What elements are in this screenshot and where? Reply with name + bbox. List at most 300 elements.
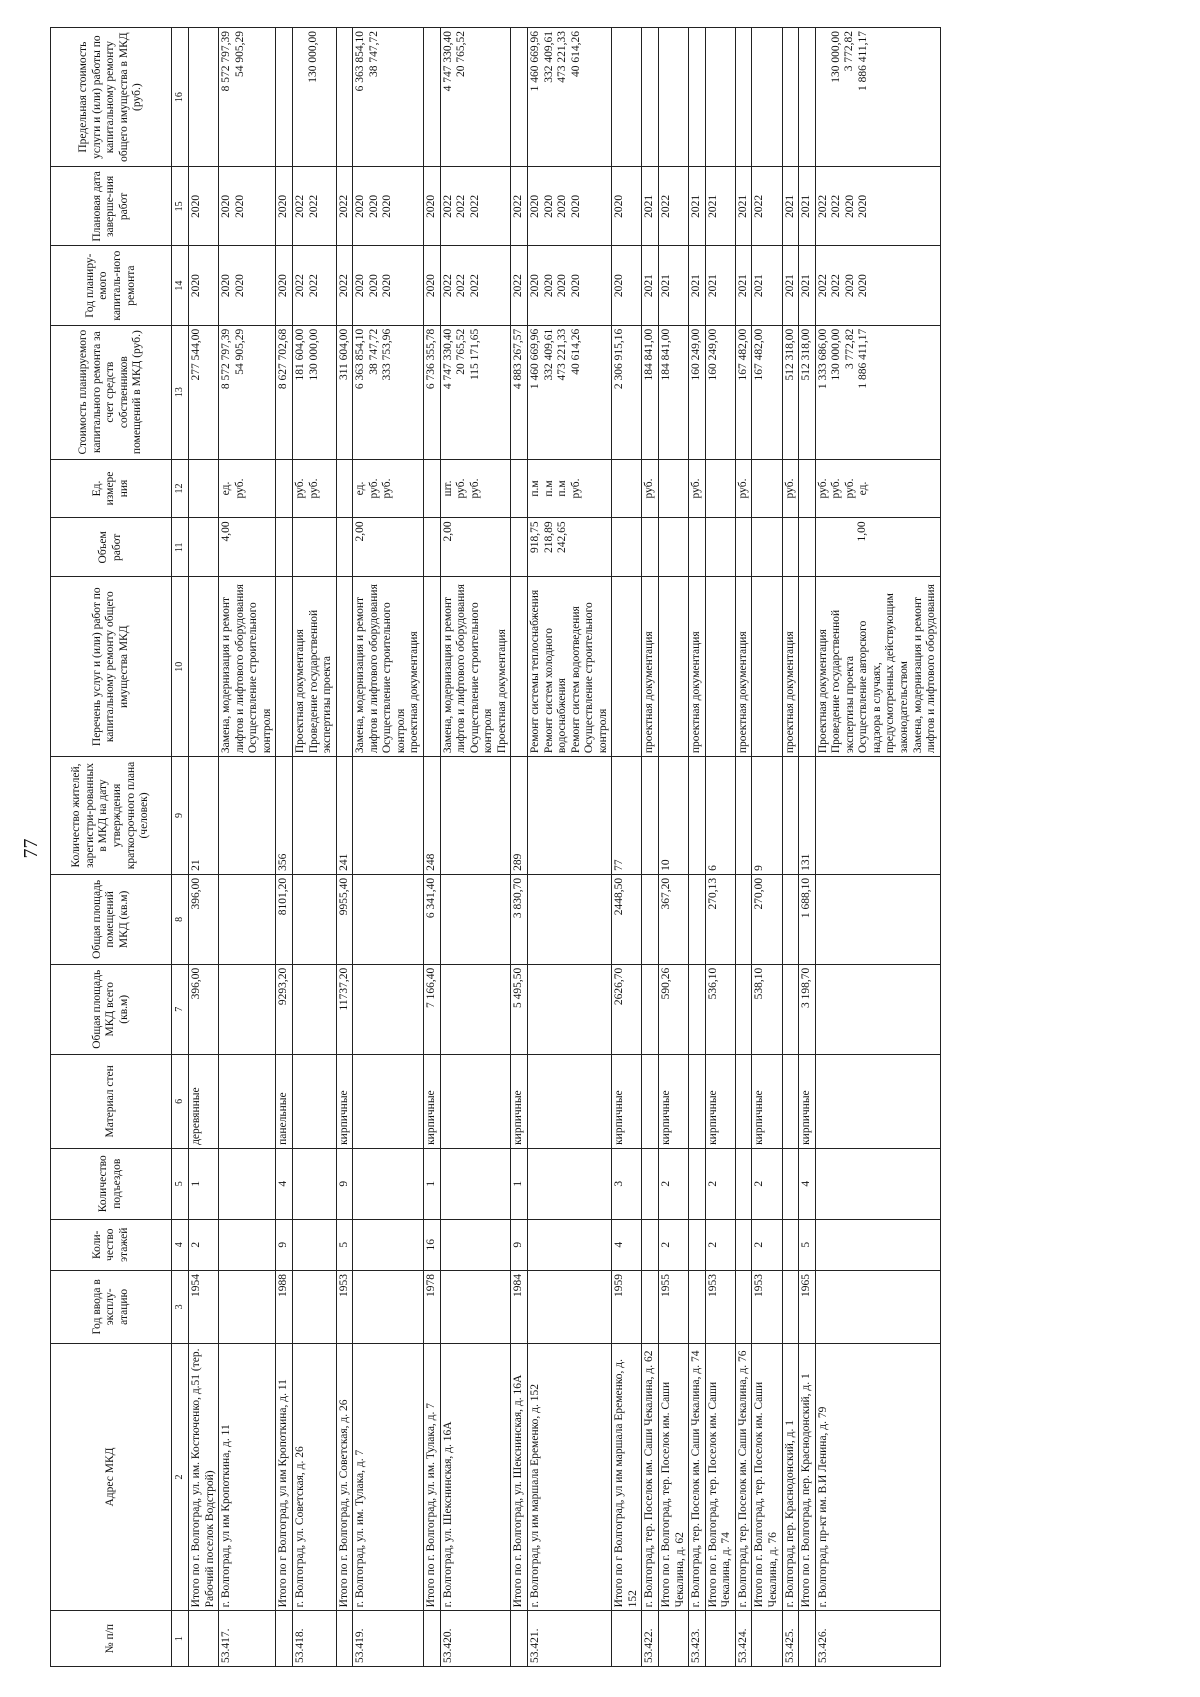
table-row xyxy=(353,28,424,1667)
repair-year-cell xyxy=(642,246,659,325)
work-list-line: Осуществление строительного контроля xyxy=(381,602,407,754)
repair-year-line: 2021 xyxy=(643,274,656,298)
floors-cell xyxy=(782,1219,799,1270)
wall-material-cell: кирпичные xyxy=(511,1054,528,1148)
repair-year-cell xyxy=(189,246,219,325)
repair-year-cell xyxy=(735,246,752,325)
floors-cell: 2 xyxy=(659,1219,689,1270)
planned-cost-line: 4 747 330,40 xyxy=(441,328,454,390)
residents-cell xyxy=(292,757,336,875)
planned-cost-cell xyxy=(782,325,799,459)
work-volume-line xyxy=(570,521,583,573)
max-cost-line xyxy=(294,31,307,163)
column-number: 15 xyxy=(172,167,189,246)
year-built-cell xyxy=(527,1270,611,1343)
work-list-line: Ремонт систем водоотведения xyxy=(569,606,582,754)
completion-date-line: 2022 xyxy=(441,194,454,218)
address-cell: Итого по г. Волгоград, ул. Советская, д. 26 xyxy=(336,1343,353,1611)
table-row xyxy=(642,28,659,1667)
address-cell: г. Волгоград, тер. Поселок им. Саши Чекалина, д. 76 xyxy=(735,1343,752,1611)
completion-date-line: 2022 xyxy=(512,194,525,218)
table-row xyxy=(189,28,219,1667)
address-cell: Итого по г. Волгоград, тер. Поселок им. Саши Чекалина, д. 62 xyxy=(659,1343,689,1611)
unit-cell xyxy=(642,459,659,518)
repair-year-line: 2021 xyxy=(660,274,672,298)
unit-cell xyxy=(735,459,752,518)
max-cost-cell xyxy=(815,28,940,167)
completion-date-line: 2020 xyxy=(220,194,233,218)
address-cell: г. Волгоград, пр-кт им. В.И Ленина, д. 79 xyxy=(815,1343,940,1611)
max-cost-cell xyxy=(659,28,689,167)
unit-cell xyxy=(336,459,353,518)
completion-date-line: 2020 xyxy=(277,194,290,218)
residents-cell xyxy=(219,757,276,875)
premises-area-cell: 9955,40 xyxy=(336,874,353,964)
year-built-cell: 1959 xyxy=(612,1270,642,1343)
residents-cell: 10 xyxy=(659,757,689,875)
residents-cell: 6 xyxy=(705,757,735,875)
unit-cell xyxy=(612,459,642,518)
premises-area-cell xyxy=(782,874,799,964)
page-number: 77 xyxy=(20,838,42,859)
residents-cell xyxy=(440,757,511,875)
max-cost-cell xyxy=(752,28,782,167)
unit-cell xyxy=(705,459,735,518)
entrances-cell xyxy=(815,1148,940,1219)
work-volume-line xyxy=(784,521,797,573)
planned-cost-cell xyxy=(612,325,642,459)
repair-year-line: 2020 xyxy=(367,274,380,298)
max-cost-cell xyxy=(336,28,353,167)
completion-date-cell xyxy=(659,167,689,246)
entrances-cell xyxy=(527,1148,611,1219)
max-cost-cell xyxy=(353,28,424,167)
completion-date-line: 2022 xyxy=(307,194,320,218)
entrances-cell xyxy=(353,1148,424,1219)
work-list-line: проектная документация xyxy=(690,631,703,754)
completion-date-line: 2021 xyxy=(736,194,749,218)
planned-cost-cell xyxy=(735,325,752,459)
work-list-line: проектная документация xyxy=(408,631,421,754)
completion-date-cell xyxy=(276,167,293,246)
repair-year-line: 2021 xyxy=(800,274,813,298)
residents-cell xyxy=(735,757,752,875)
wall-material-cell: кирпичные xyxy=(424,1054,441,1148)
work-volume-cell xyxy=(782,518,799,577)
max-cost-line: 54 905,29 xyxy=(233,31,246,77)
planned-cost-line: 6 736 355,78 xyxy=(425,328,437,390)
premises-area-cell xyxy=(527,874,611,964)
repair-year-line: 2020 xyxy=(277,274,290,298)
year-built-cell: 1955 xyxy=(659,1270,689,1343)
column-number-row xyxy=(172,28,189,1667)
table-row xyxy=(292,28,336,1667)
work-volume-line: 242,65 xyxy=(556,521,569,554)
wall-material-cell xyxy=(527,1054,611,1148)
completion-date-cell xyxy=(689,167,706,246)
max-cost-cell xyxy=(219,28,276,167)
address-cell: г. Волгоград, ул им маршала Еременко, д. 152 xyxy=(527,1343,611,1611)
work-list-cell xyxy=(689,577,706,757)
wall-material-cell xyxy=(689,1054,706,1148)
row-number-cell xyxy=(189,1611,219,1667)
work-list-line: Замена, модернизация и ремонт лифтов и лифтового оборудования xyxy=(911,584,938,754)
table-row xyxy=(440,28,511,1667)
header-cell: Адрес МКД xyxy=(51,1343,172,1611)
unit-cell xyxy=(752,459,782,518)
repair-year-line: 2020 xyxy=(843,274,856,298)
entrances-cell: 3 xyxy=(612,1148,642,1219)
year-built-cell: 1988 xyxy=(276,1270,293,1343)
wall-material-cell: кирпичные xyxy=(336,1054,353,1148)
repair-year-cell xyxy=(440,246,511,325)
header-cell: Год ввода в эксплу-атацию xyxy=(51,1270,172,1343)
unit-line: ед. xyxy=(857,481,870,496)
header-cell: Год планиру-емого капиталь-ного ремонта xyxy=(51,246,172,325)
planned-cost-cell xyxy=(815,325,940,459)
planned-cost-line: 1 460 669,96 xyxy=(528,328,541,390)
planned-cost-line: 1 886 411,17 xyxy=(857,328,870,389)
unit-line: ед. xyxy=(220,481,233,496)
repair-year-line: 2021 xyxy=(736,274,749,298)
residents-cell xyxy=(642,757,659,875)
unit-cell xyxy=(424,459,441,518)
premises-area-cell xyxy=(292,874,336,964)
unit-line: руб. xyxy=(455,478,468,499)
completion-date-cell xyxy=(799,167,816,246)
unit-cell xyxy=(815,459,940,518)
work-list-cell xyxy=(735,577,752,757)
premises-area-cell xyxy=(689,874,706,964)
header-cell: № п/п xyxy=(51,1611,172,1667)
row-number-cell: 53.426. xyxy=(815,1611,940,1667)
floors-cell xyxy=(353,1219,424,1270)
premises-area-cell: 396,00 xyxy=(189,874,219,964)
premises-area-cell: 3 830,70 xyxy=(511,874,528,964)
column-number: 12 xyxy=(172,459,189,518)
total-area-cell xyxy=(527,964,611,1054)
max-cost-cell xyxy=(276,28,293,167)
address-cell: г. Волгоград, тер. Поселок им. Саши Чекалина, д. 62 xyxy=(642,1343,659,1611)
planned-cost-cell xyxy=(689,325,706,459)
completion-date-cell xyxy=(511,167,528,246)
work-list-line: Проектная документация xyxy=(816,629,829,754)
unit-cell xyxy=(527,459,611,518)
table-row xyxy=(752,28,782,1667)
work-list-cell xyxy=(511,577,528,757)
year-built-cell: 1965 xyxy=(799,1270,816,1343)
planned-cost-line: 3 772,82 xyxy=(843,328,856,369)
work-list-line: Проведение государственной экспертизы проекта xyxy=(830,609,856,754)
address-cell: г. Волгоград, тер. Поселок им. Саши Чекалина, д. 74 xyxy=(689,1343,706,1611)
max-cost-line: 130 000,00 xyxy=(829,31,842,83)
wall-material-cell xyxy=(353,1054,424,1148)
header-cell: Общая площадь помещений МКД (кв.м) xyxy=(51,874,172,964)
wall-material-cell: деревянные xyxy=(189,1054,219,1148)
premises-area-cell xyxy=(815,874,940,964)
column-number: 4 xyxy=(172,1219,189,1270)
completion-date-line: 2022 xyxy=(660,194,672,218)
work-volume-line xyxy=(468,521,481,573)
completion-date-line: 2020 xyxy=(843,194,856,218)
column-number: 2 xyxy=(172,1343,189,1611)
total-area-cell: 538,10 xyxy=(752,964,782,1054)
work-list-cell xyxy=(815,577,940,757)
repair-plan-table xyxy=(50,27,941,1667)
repair-year-line: 2020 xyxy=(425,274,437,298)
planned-cost-line: 115 171,65 xyxy=(468,328,481,381)
unit-line: руб. xyxy=(468,478,481,499)
planned-cost-line: 311 604,00 xyxy=(337,328,350,381)
header-cell: Материал стен xyxy=(51,1054,172,1148)
planned-cost-line: 6 363 854,10 xyxy=(354,328,367,390)
year-built-cell xyxy=(689,1270,706,1343)
max-cost-line: 473 221,33 xyxy=(556,31,569,83)
year-built-cell: 1978 xyxy=(424,1270,441,1343)
max-cost-cell xyxy=(511,28,528,167)
year-built-cell: 1954 xyxy=(189,1270,219,1343)
row-number-cell xyxy=(705,1611,735,1667)
premises-area-cell: 270,13 xyxy=(705,874,735,964)
header-cell: Предельная стоимость услуги и (или) работы по капитальному ремонту общего имущества в МКД (руб.) xyxy=(51,28,172,167)
max-cost-line xyxy=(381,31,394,163)
work-list-cell xyxy=(752,577,782,757)
work-list-line: Осуществление строительного контроля xyxy=(583,602,609,754)
work-volume-cell xyxy=(353,518,424,577)
completion-date-cell xyxy=(735,167,752,246)
work-list-cell xyxy=(276,577,293,757)
total-area-cell xyxy=(735,964,752,1054)
max-cost-line: 4 747 330,40 xyxy=(441,31,454,92)
repair-year-cell xyxy=(752,246,782,325)
wall-material-cell xyxy=(292,1054,336,1148)
floors-cell xyxy=(440,1219,511,1270)
work-volume-cell xyxy=(815,518,940,577)
max-cost-line xyxy=(817,31,830,163)
row-number-cell xyxy=(659,1611,689,1667)
planned-cost-line: 8 572 797,39 xyxy=(220,328,233,390)
planned-cost-cell xyxy=(752,325,782,459)
year-built-cell xyxy=(735,1270,752,1343)
total-area-cell xyxy=(689,964,706,1054)
entrances-cell xyxy=(219,1148,276,1219)
floors-cell xyxy=(815,1219,940,1270)
planned-cost-line: 473 221,33 xyxy=(556,328,569,381)
total-area-cell xyxy=(815,964,940,1054)
total-area-cell xyxy=(782,964,799,1054)
max-cost-cell xyxy=(705,28,735,167)
work-list-line: Замена, модернизация и ремонт лифтов и лифтового оборудования xyxy=(354,584,380,754)
column-number: 13 xyxy=(172,325,189,459)
entrances-cell xyxy=(689,1148,706,1219)
planned-cost-cell xyxy=(659,325,689,459)
total-area-cell: 9293,20 xyxy=(276,964,293,1054)
work-volume-line xyxy=(830,521,843,573)
work-list-line: Осуществление строительного контроля xyxy=(468,602,495,754)
max-cost-cell xyxy=(189,28,219,167)
floors-cell xyxy=(527,1219,611,1270)
year-built-cell: 1953 xyxy=(705,1270,735,1343)
table-row xyxy=(219,28,276,1667)
completion-date-cell xyxy=(527,167,611,246)
unit-line: п.м xyxy=(542,480,555,497)
table-row xyxy=(527,28,611,1667)
premises-area-cell: 8101,20 xyxy=(276,874,293,964)
work-volume-cell xyxy=(527,518,611,577)
planned-cost-line: 1 333 686,00 xyxy=(816,328,829,390)
max-cost-line: 8 572 797,39 xyxy=(220,31,233,92)
column-number: 14 xyxy=(172,246,189,325)
work-volume-cell xyxy=(642,518,659,577)
work-list-cell xyxy=(292,577,336,757)
completion-date-line: 2021 xyxy=(643,194,656,218)
max-cost-cell xyxy=(612,28,642,167)
planned-cost-line: 38 747,72 xyxy=(367,328,380,375)
unit-line: руб. xyxy=(736,478,749,499)
work-list-line: Ремонт систем холодного водоснабжения xyxy=(542,628,569,754)
planned-cost-line: 277 544,00 xyxy=(190,328,202,381)
column-number: 7 xyxy=(172,964,189,1054)
max-cost-line xyxy=(643,31,656,163)
repair-year-line: 2020 xyxy=(381,274,394,298)
unit-line: руб. xyxy=(843,478,856,499)
max-cost-line: 1 460 669,96 xyxy=(528,31,541,92)
wall-material-cell: кирпичные xyxy=(799,1054,816,1148)
work-volume-cell xyxy=(424,518,441,577)
floors-cell xyxy=(219,1219,276,1270)
work-list-line: Проектная документация xyxy=(495,629,508,754)
planned-cost-cell xyxy=(799,325,816,459)
planned-cost-cell xyxy=(705,325,735,459)
completion-date-line: 2022 xyxy=(293,194,306,218)
planned-cost-cell xyxy=(276,325,293,459)
header-cell: Количество жителей, зарегистри-рованных в МКД на дату утверждения краткосрочного плана (человек) xyxy=(51,757,172,875)
repair-year-line: 2020 xyxy=(190,274,202,298)
floors-cell: 2 xyxy=(189,1219,219,1270)
table-body xyxy=(189,28,941,1667)
floors-cell xyxy=(642,1219,659,1270)
entrances-cell xyxy=(782,1148,799,1219)
completion-date-line: 2021 xyxy=(706,194,719,218)
work-list-cell xyxy=(219,577,276,757)
floors-cell: 9 xyxy=(276,1219,293,1270)
total-area-cell: 5 495,50 xyxy=(511,964,528,1054)
work-list-line: проектная документация xyxy=(643,631,656,754)
work-volume-line xyxy=(643,521,656,573)
work-list-cell xyxy=(642,577,659,757)
row-number-cell xyxy=(799,1611,816,1667)
table-row xyxy=(689,28,706,1667)
max-cost-line: 3 772,82 xyxy=(843,31,856,72)
premises-area-cell: 367,20 xyxy=(659,874,689,964)
year-built-cell: 1953 xyxy=(336,1270,353,1343)
unit-line: руб. xyxy=(233,478,246,499)
row-number-cell xyxy=(612,1611,642,1667)
table-row xyxy=(735,28,752,1667)
work-list-line: Ремонт системы теплоснабжения xyxy=(528,589,541,754)
work-list-line: Осуществление строительного контроля xyxy=(247,602,273,754)
column-number: 6 xyxy=(172,1054,189,1148)
completion-date-cell xyxy=(292,167,336,246)
work-volume-line xyxy=(234,521,247,573)
wall-material-cell: кирпичные xyxy=(705,1054,735,1148)
unit-cell xyxy=(292,459,336,518)
column-number: 5 xyxy=(172,1148,189,1219)
header-cell: Перечень услуг и (или) работ по капитальному ремонту общего имущества МКД xyxy=(51,577,172,757)
planned-cost-cell xyxy=(292,325,336,459)
premises-area-cell xyxy=(440,874,511,964)
repair-year-line: 2020 xyxy=(613,274,626,298)
work-list-cell xyxy=(336,577,353,757)
max-cost-cell xyxy=(735,28,752,167)
unit-cell xyxy=(511,459,528,518)
table-row xyxy=(659,28,689,1667)
work-volume-line xyxy=(294,521,307,573)
repair-year-cell xyxy=(815,246,940,325)
repair-year-line: 2022 xyxy=(337,274,350,298)
row-number-cell: 53.421. xyxy=(527,1611,611,1667)
repair-year-line: 2020 xyxy=(354,274,367,298)
address-cell: г. Волгоград, пер. Краснодонский, д. 1 xyxy=(782,1343,799,1611)
work-list-cell xyxy=(799,577,816,757)
column-number: 3 xyxy=(172,1270,189,1343)
planned-cost-cell xyxy=(353,325,424,459)
completion-date-line: 2020 xyxy=(381,194,394,218)
planned-cost-line: 167 482,00 xyxy=(753,328,766,381)
work-list-cell xyxy=(527,577,611,757)
row-number-cell: 53.425. xyxy=(782,1611,799,1667)
address-cell: Итого по г. Волгоград, пер. Краснодонский, д. 1 xyxy=(799,1343,816,1611)
work-volume-cell xyxy=(705,518,735,577)
column-number: 8 xyxy=(172,874,189,964)
floors-cell: 9 xyxy=(511,1219,528,1270)
year-built-cell xyxy=(642,1270,659,1343)
work-volume-line xyxy=(737,521,750,573)
completion-date-line: 2020 xyxy=(569,194,582,218)
work-list-line: Осуществление авторского надзора в случаях, предусмотренных действующим законодательством xyxy=(857,593,910,754)
max-cost-cell xyxy=(292,28,336,167)
entrances-cell xyxy=(642,1148,659,1219)
work-volume-line: 2,00 xyxy=(354,521,367,542)
work-volume-line: 1,00 xyxy=(855,521,868,542)
repair-year-cell xyxy=(292,246,336,325)
row-number-cell: 53.422. xyxy=(642,1611,659,1667)
address-cell: Итого по г. Волгоград, ул. Шекснинская, д. 16А xyxy=(511,1343,528,1611)
wall-material-cell xyxy=(735,1054,752,1148)
floors-cell: 4 xyxy=(612,1219,642,1270)
unit-line: руб. xyxy=(783,478,796,499)
row-number-cell: 53.424. xyxy=(735,1611,752,1667)
column-number: 16 xyxy=(172,28,189,167)
work-list-line: проектная документация xyxy=(783,631,796,754)
premises-area-cell xyxy=(219,874,276,964)
table-row xyxy=(511,28,528,1667)
completion-date-line: 2020 xyxy=(613,194,626,218)
total-area-cell: 396,00 xyxy=(189,964,219,1054)
work-list-line: Замена, модернизация и ремонт лифтов и лифтового оборудования xyxy=(441,584,468,754)
unit-cell xyxy=(659,459,689,518)
header-cell: Коли-чество этажей xyxy=(51,1219,172,1270)
header-cell: Стоимость планируемого капитального ремонта за счет средств собственников помещений в МКД (руб.) xyxy=(51,325,172,459)
row-number-cell: 53.417. xyxy=(219,1611,276,1667)
planned-cost-cell xyxy=(527,325,611,459)
repair-year-line: 2022 xyxy=(307,274,320,298)
completion-date-cell xyxy=(353,167,424,246)
repair-year-line: 2020 xyxy=(220,274,233,298)
floors-cell xyxy=(292,1219,336,1270)
unit-cell xyxy=(276,459,293,518)
year-built-cell: 1953 xyxy=(752,1270,782,1343)
